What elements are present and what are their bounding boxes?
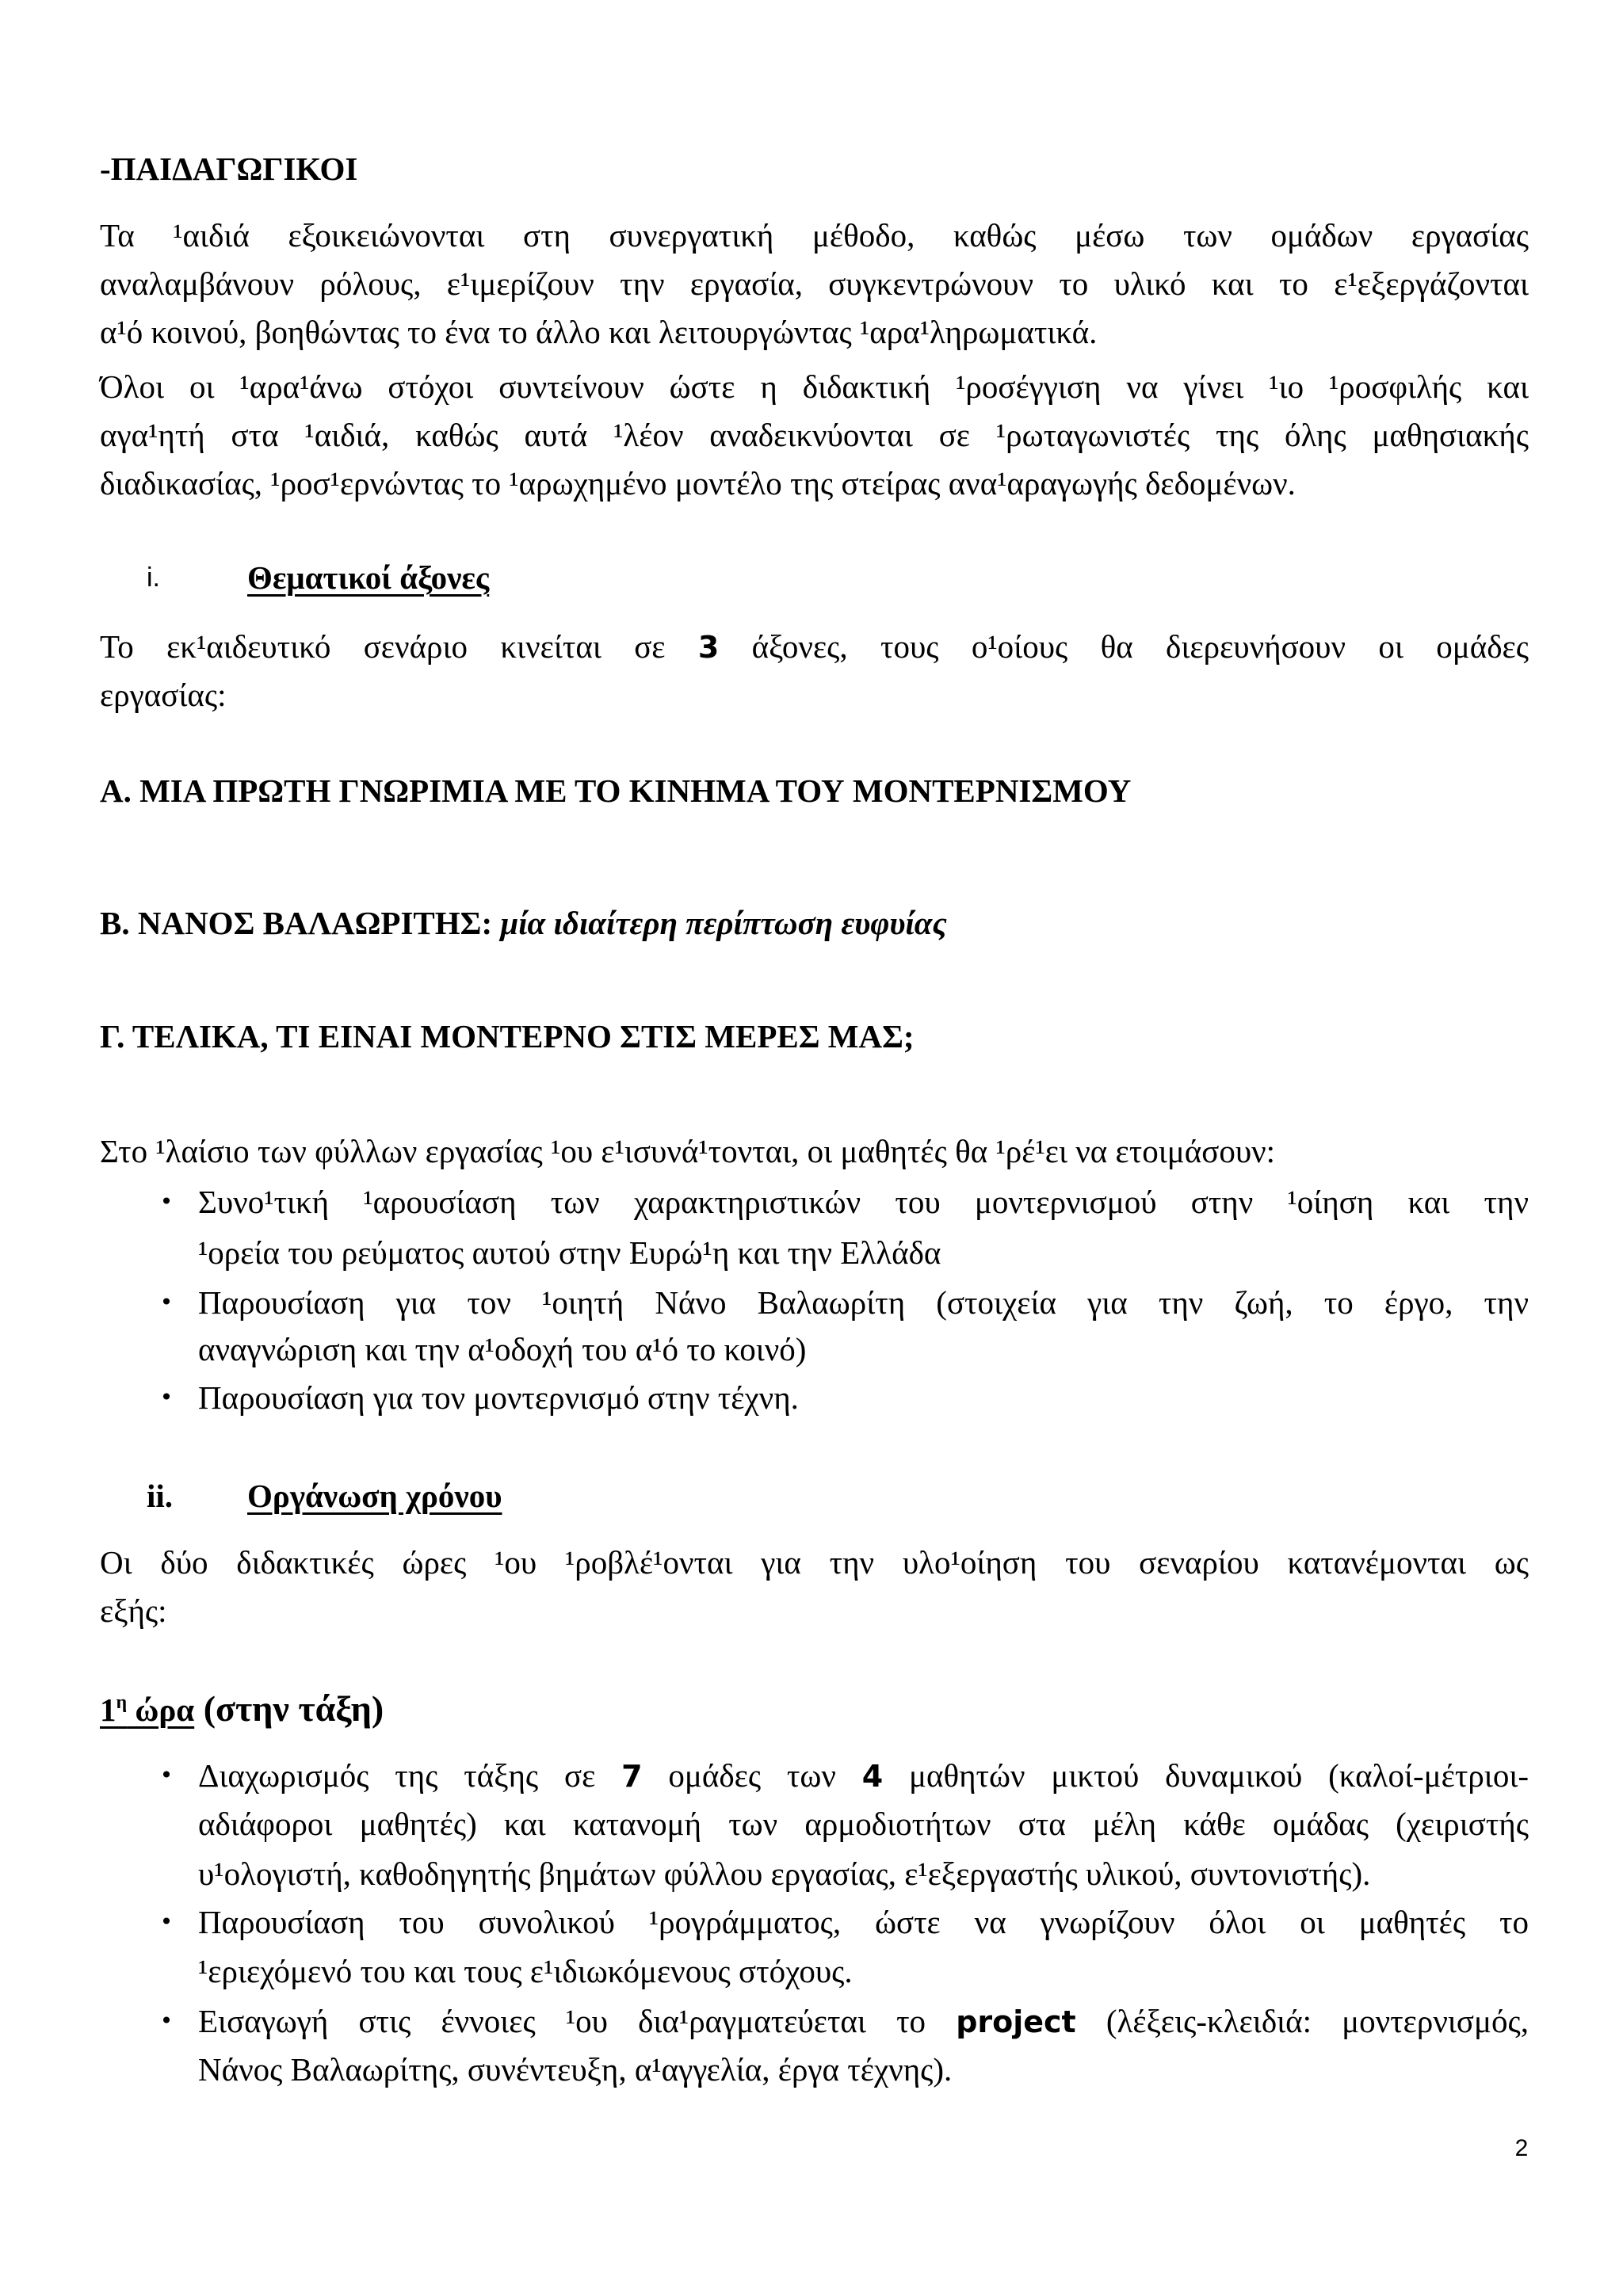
- axes-count: 3: [697, 630, 720, 665]
- text-segment: Εισαγωγή στις έννοιες ¹ου δια¹ραγματεύεται το: [198, 2003, 957, 2039]
- text-segment: Διαχωρισμός της τάξης σε: [198, 1757, 622, 1794]
- list-item-line: αδιάφοροι μαθητές) και κατανομή των αρμοδιοτήτων στα μέλη κάθε ομάδας (χειριστής: [198, 1806, 1529, 1842]
- paragraph-line: εξής:: [100, 1592, 167, 1629]
- paragraph-line: αναλαμβάνουν ρόλους, ε¹ιμερίζουν την εργασία, συγκεντρώνουν το υλικό και το ε¹εξεργάζονται: [100, 265, 1529, 302]
- group-size: 4: [861, 1759, 884, 1794]
- group-count: 7: [621, 1759, 643, 1794]
- list-item-line: Παρουσίαση του συνολικού ¹ρογράμματος, ώστε να γνωρίζουν όλοι οι μαθητές το: [198, 1904, 1529, 1940]
- paragraph-line: Στο ¹λαίσιο των φύλλων εργασίας ¹ου ε¹ισυνά¹τονται, οι μαθητές θα ¹ρέ¹ει να ετοιμάσουν:: [100, 1133, 1276, 1169]
- axis-item-a: Α. ΜΙΑ ΠΡΩΤΗ ΓΝΩΡΙΜΙΑ ΜΕ ΤΟ ΚΙΝΗΜΑ ΤΟΥ ΜΟΝΤΕΡΝΙΣΜΟΥ: [100, 772, 1132, 809]
- list-item-line: υ¹ολογιστή, καθοδηγητής βημάτων φύλλου εργασίας, ε¹εξεργαστής υλικού, συντονιστής).: [198, 1855, 1371, 1892]
- bullet-icon: •: [159, 2008, 174, 2034]
- page-number: 2: [1514, 2135, 1529, 2161]
- axis-item-b-subtitle: μία ιδιαίτερη περίπτωση ευφυίας: [500, 905, 947, 941]
- bullet-icon: •: [159, 1909, 174, 1935]
- axis-item-b: [100, 898, 1529, 948]
- section-heading: -ΠΑΙΔΑΓΩΓΙΚΟΙ: [100, 151, 358, 187]
- text-segment: μαθητών μικτού δυναμικού (καλοί-μέτριοι-: [883, 1757, 1529, 1794]
- section-title: Θεματικοί άξονες: [247, 559, 490, 596]
- paragraph-line: α¹ό κοινού, βοηθώντας το ένα το άλλο και λειτουργώντας ¹αρα¹ληρωματικά.: [100, 314, 1098, 350]
- list-item-line: Συνο¹τική ¹αρουσίαση των χαρακτηριστικών του μοντερνισμού στην ¹οίηση και την: [198, 1184, 1529, 1220]
- list-item-line: Νάνος Βαλαωρίτης, συνέντευξη, α¹αγγελία, έργα τέχνης).: [198, 2051, 953, 2088]
- list-item-line: αναγνώριση και την α¹οδοχή του α¹ό το κοινό): [198, 1331, 807, 1367]
- bullet-icon: •: [159, 1762, 174, 1788]
- section-number: i.: [147, 563, 160, 593]
- text-segment: άξονες, τους ο¹οίους θα διερευνήσουν οι ομάδες: [719, 628, 1529, 665]
- project-term: project: [956, 2004, 1076, 2039]
- hour-word: ώρα: [127, 1691, 195, 1728]
- hour-heading-label: [100, 1691, 194, 1728]
- hour-number: 1: [100, 1691, 116, 1728]
- list-item-line: [198, 1997, 1529, 2046]
- paragraph-line: αγα¹ητή στα ¹αιδιά, καθώς αυτά ¹λέον αναδεικνύονται σε ¹ρωταγωνιστές της όλης μαθησιακής: [100, 417, 1529, 453]
- paragraph-line: Όλοι οι ¹αρα¹άνω στόχοι συντείνουν ώστε η διδακτική ¹ροσέγγιση να γίνει ¹ιο ¹ροσφιλής και: [100, 368, 1529, 405]
- section-title: Οργάνωση χρόνου: [247, 1478, 502, 1514]
- paragraph-line: Οι δύο διδακτικές ώρες ¹ου ¹ροβλέ¹ονται για την υλο¹οίηση του σεναρίου κατανέμονται ως: [100, 1544, 1529, 1581]
- axis-item-c: Γ. ΤΕΛΙΚΑ, ΤΙ ΕΙΝΑΙ ΜΟΝΤΕΡΝΟ ΣΤΙΣ ΜΕΡΕΣ ΜΑΣ;: [100, 1018, 915, 1055]
- axis-item-b-label: Β. ΝΑΝΟΣ ΒΑΛΑΩΡΙΤΗΣ:: [100, 905, 501, 941]
- bullet-icon: •: [159, 1289, 174, 1315]
- section-number: ii.: [147, 1478, 174, 1514]
- text-segment: (λέξεις-κλειδιά: μοντερνισμός,: [1075, 2003, 1529, 2039]
- hour-note: (στην τάξη): [194, 1688, 384, 1729]
- text-segment: Το εκ¹αιδευτικό σενάριο κινείται σε: [100, 628, 698, 665]
- list-item-line: Παρουσίαση για τον ¹οιητή Νάνο Βαλαωρίτη (στοιχεία για την ζωή, το έργο, την: [198, 1284, 1529, 1321]
- list-item-line: [198, 1751, 1529, 1801]
- bullet-icon: •: [159, 1384, 174, 1410]
- list-item-line: ¹εριεχόμενό του και τους ε¹ιδιωκόμενους στόχους.: [198, 1953, 853, 1989]
- list-item-line: ¹ορεία του ρεύματος αυτού στην Ευρώ¹η και την Ελλάδα: [198, 1234, 941, 1271]
- bullet-icon: •: [159, 1188, 174, 1215]
- paragraph-line: [100, 622, 1529, 672]
- text-segment: ομάδες των: [642, 1757, 862, 1794]
- list-item-line: Παρουσίαση για τον μοντερνισμό στην τέχνη.: [198, 1379, 799, 1416]
- hour-ordinal-suffix: η: [116, 1692, 128, 1713]
- paragraph-line: Τα ¹αιδιά εξοικειώνονται στη συνεργατική μέθοδο, καθώς μέσω των ομάδων εργασίας: [100, 217, 1529, 254]
- hour-heading: [100, 1684, 1529, 1740]
- paragraph-line: εργασίας:: [100, 677, 227, 713]
- paragraph-line: διαδικασίας, ¹ροσ¹ερνώντας το ¹αρωχημένο μοντέλο της στείρας ανα¹αραγωγής δεδομένων.: [100, 465, 1296, 502]
